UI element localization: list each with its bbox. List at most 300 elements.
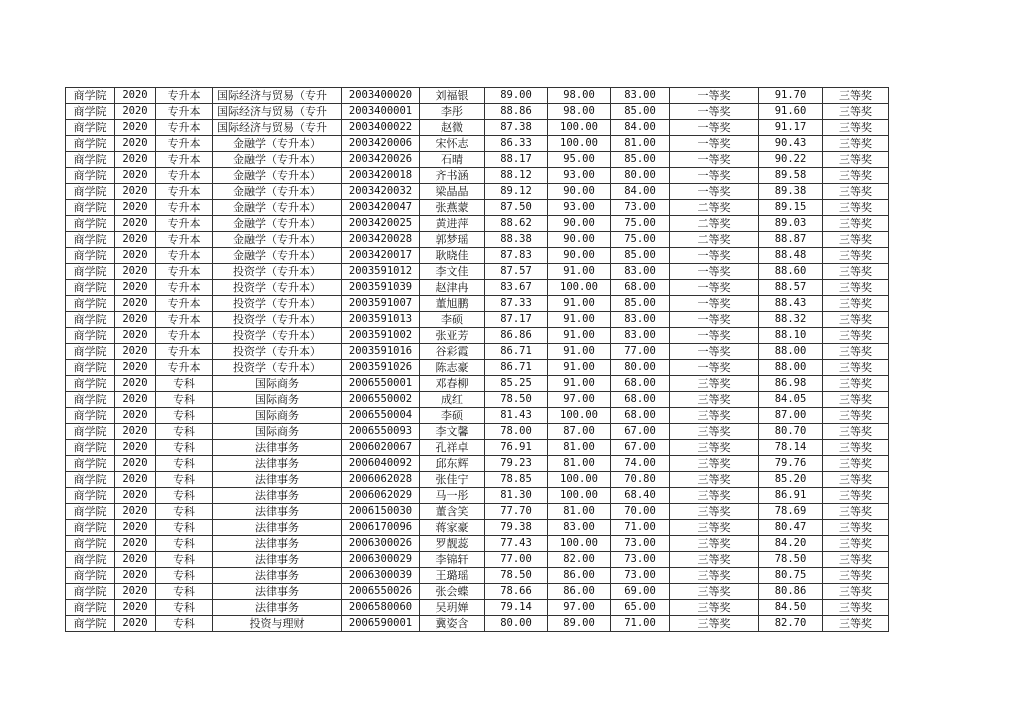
college-cell: 商学院 [66, 312, 115, 328]
college-cell: 商学院 [66, 248, 115, 264]
student-id-cell: 2006020067 [342, 440, 420, 456]
score-cell-2: 89.00 [548, 616, 611, 632]
major-cell: 国际商务 [213, 392, 342, 408]
college-cell: 商学院 [66, 344, 115, 360]
year-cell: 2020 [115, 456, 156, 472]
level-cell: 专升本 [156, 216, 213, 232]
level-cell: 专升本 [156, 328, 213, 344]
major-cell: 国际商务 [213, 408, 342, 424]
award-level-cell: 一等奖 [670, 104, 759, 120]
level-cell: 专升本 [156, 344, 213, 360]
student-id-cell: 2003591016 [342, 344, 420, 360]
level-cell: 专科 [156, 392, 213, 408]
college-cell: 商学院 [66, 360, 115, 376]
score-cell-2: 100.00 [548, 136, 611, 152]
scholarship-cell: 三等奖 [823, 344, 889, 360]
year-cell: 2020 [115, 296, 156, 312]
score-cell-1: 88.86 [485, 104, 548, 120]
total-score-cell: 88.48 [759, 248, 823, 264]
award-level-cell: 三等奖 [670, 536, 759, 552]
score-cell-1: 83.67 [485, 280, 548, 296]
college-cell: 商学院 [66, 616, 115, 632]
score-cell-1: 87.57 [485, 264, 548, 280]
year-cell: 2020 [115, 408, 156, 424]
college-cell: 商学院 [66, 568, 115, 584]
name-cell: 王璐瑶 [420, 568, 485, 584]
score-cell-2: 98.00 [548, 88, 611, 104]
award-level-cell: 三等奖 [670, 472, 759, 488]
total-score-cell: 88.00 [759, 360, 823, 376]
total-score-cell: 78.14 [759, 440, 823, 456]
major-cell: 国际商务 [213, 424, 342, 440]
student-id-cell: 2003420028 [342, 232, 420, 248]
total-score-cell: 88.32 [759, 312, 823, 328]
major-cell: 国际经济与贸易（专升 [213, 88, 342, 104]
score-cell-1: 77.00 [485, 552, 548, 568]
score-cell-3: 83.00 [611, 312, 670, 328]
score-cell-2: 90.00 [548, 248, 611, 264]
score-cell-1: 77.43 [485, 536, 548, 552]
table-row [66, 264, 889, 280]
score-cell-2: 100.00 [548, 408, 611, 424]
award-level-cell: 一等奖 [670, 280, 759, 296]
college-cell: 商学院 [66, 280, 115, 296]
level-cell: 专科 [156, 456, 213, 472]
table-row [66, 568, 889, 584]
year-cell: 2020 [115, 232, 156, 248]
score-cell-1: 88.62 [485, 216, 548, 232]
year-cell: 2020 [115, 520, 156, 536]
score-cell-3: 77.00 [611, 344, 670, 360]
year-cell: 2020 [115, 312, 156, 328]
score-cell-1: 76.91 [485, 440, 548, 456]
level-cell: 专升本 [156, 296, 213, 312]
score-cell-3: 68.40 [611, 488, 670, 504]
score-cell-1: 89.12 [485, 184, 548, 200]
college-cell: 商学院 [66, 504, 115, 520]
year-cell: 2020 [115, 424, 156, 440]
score-cell-3: 68.00 [611, 280, 670, 296]
scholarship-table [65, 87, 889, 632]
score-cell-2: 91.00 [548, 344, 611, 360]
score-cell-3: 83.00 [611, 88, 670, 104]
score-cell-1: 81.43 [485, 408, 548, 424]
total-score-cell: 91.17 [759, 120, 823, 136]
college-cell: 商学院 [66, 184, 115, 200]
score-cell-2: 98.00 [548, 104, 611, 120]
scholarship-cell: 三等奖 [823, 216, 889, 232]
student-id-cell: 2006300029 [342, 552, 420, 568]
name-cell: 邱东辉 [420, 456, 485, 472]
score-cell-3: 68.00 [611, 408, 670, 424]
total-score-cell: 86.91 [759, 488, 823, 504]
name-cell: 孔祥卓 [420, 440, 485, 456]
year-cell: 2020 [115, 536, 156, 552]
score-cell-3: 75.00 [611, 216, 670, 232]
level-cell: 专科 [156, 408, 213, 424]
college-cell: 商学院 [66, 456, 115, 472]
major-cell: 金融学（专升本） [213, 232, 342, 248]
scholarship-cell: 三等奖 [823, 312, 889, 328]
award-level-cell: 一等奖 [670, 120, 759, 136]
score-cell-1: 79.38 [485, 520, 548, 536]
score-cell-3: 85.00 [611, 152, 670, 168]
name-cell: 刘福银 [420, 88, 485, 104]
level-cell: 专升本 [156, 248, 213, 264]
score-cell-3: 70.80 [611, 472, 670, 488]
name-cell: 耿晓佳 [420, 248, 485, 264]
score-cell-3: 65.00 [611, 600, 670, 616]
scholarship-cell: 三等奖 [823, 264, 889, 280]
major-cell: 法律事务 [213, 504, 342, 520]
score-cell-2: 100.00 [548, 536, 611, 552]
name-cell: 张佳宁 [420, 472, 485, 488]
year-cell: 2020 [115, 376, 156, 392]
student-id-cell: 2003400022 [342, 120, 420, 136]
score-cell-1: 87.17 [485, 312, 548, 328]
score-cell-1: 78.50 [485, 568, 548, 584]
scholarship-cell: 三等奖 [823, 360, 889, 376]
award-level-cell: 三等奖 [670, 408, 759, 424]
award-level-cell: 一等奖 [670, 136, 759, 152]
score-cell-2: 86.00 [548, 584, 611, 600]
level-cell: 专科 [156, 616, 213, 632]
table-row [66, 344, 889, 360]
name-cell: 梁晶晶 [420, 184, 485, 200]
score-cell-2: 100.00 [548, 120, 611, 136]
year-cell: 2020 [115, 216, 156, 232]
score-cell-1: 86.86 [485, 328, 548, 344]
name-cell: 黄进萍 [420, 216, 485, 232]
scholarship-cell: 三等奖 [823, 104, 889, 120]
table-row [66, 456, 889, 472]
scholarship-cell: 三等奖 [823, 472, 889, 488]
award-level-cell: 三等奖 [670, 584, 759, 600]
name-cell: 张会蝶 [420, 584, 485, 600]
name-cell: 李文佳 [420, 264, 485, 280]
score-cell-2: 90.00 [548, 216, 611, 232]
name-cell: 陈志豪 [420, 360, 485, 376]
total-score-cell: 88.43 [759, 296, 823, 312]
scholarship-cell: 三等奖 [823, 424, 889, 440]
college-cell: 商学院 [66, 376, 115, 392]
name-cell: 李硕 [420, 312, 485, 328]
level-cell: 专升本 [156, 200, 213, 216]
table-row [66, 424, 889, 440]
table-row [66, 232, 889, 248]
name-cell: 马一彤 [420, 488, 485, 504]
table-row [66, 504, 889, 520]
scholarship-cell: 三等奖 [823, 440, 889, 456]
name-cell: 宋怀志 [420, 136, 485, 152]
table-row [66, 248, 889, 264]
year-cell: 2020 [115, 360, 156, 376]
score-cell-2: 91.00 [548, 328, 611, 344]
score-cell-3: 83.00 [611, 264, 670, 280]
student-id-cell: 2006062028 [342, 472, 420, 488]
college-cell: 商学院 [66, 104, 115, 120]
year-cell: 2020 [115, 328, 156, 344]
total-score-cell: 80.86 [759, 584, 823, 600]
college-cell: 商学院 [66, 440, 115, 456]
year-cell: 2020 [115, 200, 156, 216]
student-id-cell: 2006040092 [342, 456, 420, 472]
score-cell-3: 67.00 [611, 440, 670, 456]
student-id-cell: 2003420026 [342, 152, 420, 168]
year-cell: 2020 [115, 584, 156, 600]
score-cell-1: 79.23 [485, 456, 548, 472]
award-level-cell: 一等奖 [670, 296, 759, 312]
score-cell-1: 78.00 [485, 424, 548, 440]
major-cell: 投资学（专升本） [213, 296, 342, 312]
major-cell: 法律事务 [213, 456, 342, 472]
table-row [66, 584, 889, 600]
score-cell-3: 83.00 [611, 328, 670, 344]
scholarship-cell: 三等奖 [823, 600, 889, 616]
score-cell-2: 91.00 [548, 264, 611, 280]
total-score-cell: 89.38 [759, 184, 823, 200]
year-cell: 2020 [115, 136, 156, 152]
major-cell: 金融学（专升本） [213, 216, 342, 232]
college-cell: 商学院 [66, 392, 115, 408]
score-cell-2: 91.00 [548, 312, 611, 328]
scholarship-cell: 三等奖 [823, 584, 889, 600]
score-cell-2: 83.00 [548, 520, 611, 536]
name-cell: 郭梦瑶 [420, 232, 485, 248]
major-cell: 法律事务 [213, 536, 342, 552]
scholarship-cell: 三等奖 [823, 280, 889, 296]
major-cell: 法律事务 [213, 520, 342, 536]
total-score-cell: 85.20 [759, 472, 823, 488]
score-cell-2: 91.00 [548, 376, 611, 392]
scholarship-cell: 三等奖 [823, 184, 889, 200]
year-cell: 2020 [115, 552, 156, 568]
year-cell: 2020 [115, 152, 156, 168]
name-cell: 赵微 [420, 120, 485, 136]
student-id-cell: 2006062029 [342, 488, 420, 504]
level-cell: 专科 [156, 536, 213, 552]
student-id-cell: 2006170096 [342, 520, 420, 536]
major-cell: 国际商务 [213, 376, 342, 392]
student-id-cell: 2003420018 [342, 168, 420, 184]
scholarship-cell: 三等奖 [823, 296, 889, 312]
score-cell-2: 97.00 [548, 392, 611, 408]
college-cell: 商学院 [66, 232, 115, 248]
award-level-cell: 一等奖 [670, 264, 759, 280]
student-id-cell: 2003591039 [342, 280, 420, 296]
year-cell: 2020 [115, 280, 156, 296]
year-cell: 2020 [115, 472, 156, 488]
college-cell: 商学院 [66, 328, 115, 344]
score-cell-2: 90.00 [548, 184, 611, 200]
score-cell-1: 87.83 [485, 248, 548, 264]
table-row [66, 360, 889, 376]
scholarship-cell: 三等奖 [823, 408, 889, 424]
score-cell-2: 93.00 [548, 200, 611, 216]
total-score-cell: 90.43 [759, 136, 823, 152]
level-cell: 专升本 [156, 312, 213, 328]
level-cell: 专升本 [156, 360, 213, 376]
name-cell: 谷彩霞 [420, 344, 485, 360]
major-cell: 法律事务 [213, 440, 342, 456]
award-level-cell: 三等奖 [670, 376, 759, 392]
score-cell-3: 80.00 [611, 360, 670, 376]
level-cell: 专科 [156, 424, 213, 440]
college-cell: 商学院 [66, 600, 115, 616]
student-id-cell: 2003591026 [342, 360, 420, 376]
score-cell-3: 71.00 [611, 520, 670, 536]
level-cell: 专科 [156, 600, 213, 616]
award-level-cell: 一等奖 [670, 152, 759, 168]
total-score-cell: 88.10 [759, 328, 823, 344]
student-id-cell: 2006550004 [342, 408, 420, 424]
level-cell: 专升本 [156, 232, 213, 248]
total-score-cell: 78.50 [759, 552, 823, 568]
table-row [66, 328, 889, 344]
college-cell: 商学院 [66, 216, 115, 232]
table-row [66, 88, 889, 104]
level-cell: 专升本 [156, 168, 213, 184]
name-cell: 李彤 [420, 104, 485, 120]
year-cell: 2020 [115, 264, 156, 280]
score-cell-1: 88.12 [485, 168, 548, 184]
year-cell: 2020 [115, 104, 156, 120]
score-cell-3: 84.00 [611, 120, 670, 136]
student-id-cell: 2003420047 [342, 200, 420, 216]
level-cell: 专升本 [156, 280, 213, 296]
college-cell: 商学院 [66, 200, 115, 216]
total-score-cell: 89.15 [759, 200, 823, 216]
student-id-cell: 2006550002 [342, 392, 420, 408]
score-cell-3: 73.00 [611, 568, 670, 584]
name-cell: 齐书涵 [420, 168, 485, 184]
level-cell: 专升本 [156, 264, 213, 280]
table-row [66, 104, 889, 120]
award-level-cell: 三等奖 [670, 440, 759, 456]
score-cell-2: 81.00 [548, 504, 611, 520]
scholarship-cell: 三等奖 [823, 232, 889, 248]
table-row [66, 280, 889, 296]
scholarship-cell: 三等奖 [823, 328, 889, 344]
table-row [66, 312, 889, 328]
award-level-cell: 二等奖 [670, 200, 759, 216]
college-cell: 商学院 [66, 168, 115, 184]
score-cell-1: 77.70 [485, 504, 548, 520]
total-score-cell: 86.98 [759, 376, 823, 392]
award-level-cell: 三等奖 [670, 504, 759, 520]
student-id-cell: 2006550001 [342, 376, 420, 392]
award-level-cell: 二等奖 [670, 232, 759, 248]
year-cell: 2020 [115, 616, 156, 632]
level-cell: 专科 [156, 440, 213, 456]
student-id-cell: 2003400001 [342, 104, 420, 120]
scholarship-cell: 三等奖 [823, 456, 889, 472]
name-cell: 邓春柳 [420, 376, 485, 392]
score-cell-1: 86.71 [485, 360, 548, 376]
major-cell: 投资学（专升本） [213, 360, 342, 376]
award-level-cell: 三等奖 [670, 424, 759, 440]
award-level-cell: 三等奖 [670, 456, 759, 472]
level-cell: 专升本 [156, 120, 213, 136]
major-cell: 法律事务 [213, 488, 342, 504]
table-row [66, 472, 889, 488]
total-score-cell: 84.20 [759, 536, 823, 552]
name-cell: 吴玥婵 [420, 600, 485, 616]
total-score-cell: 89.03 [759, 216, 823, 232]
score-cell-2: 91.00 [548, 360, 611, 376]
table-row [66, 376, 889, 392]
score-cell-1: 85.25 [485, 376, 548, 392]
score-cell-2: 91.00 [548, 296, 611, 312]
student-id-cell: 2003420017 [342, 248, 420, 264]
score-cell-1: 78.85 [485, 472, 548, 488]
score-cell-1: 81.30 [485, 488, 548, 504]
scholarship-cell: 三等奖 [823, 120, 889, 136]
score-cell-1: 79.14 [485, 600, 548, 616]
student-id-cell: 2003400020 [342, 88, 420, 104]
major-cell: 法律事务 [213, 568, 342, 584]
major-cell: 金融学（专升本） [213, 248, 342, 264]
scholarship-cell: 三等奖 [823, 168, 889, 184]
year-cell: 2020 [115, 248, 156, 264]
table-row [66, 216, 889, 232]
total-score-cell: 82.70 [759, 616, 823, 632]
student-id-cell: 2006300039 [342, 568, 420, 584]
scholarship-cell: 三等奖 [823, 248, 889, 264]
award-level-cell: 一等奖 [670, 184, 759, 200]
score-cell-2: 86.00 [548, 568, 611, 584]
college-cell: 商学院 [66, 552, 115, 568]
total-score-cell: 91.60 [759, 104, 823, 120]
score-cell-1: 87.50 [485, 200, 548, 216]
score-cell-2: 90.00 [548, 232, 611, 248]
level-cell: 专升本 [156, 184, 213, 200]
level-cell: 专升本 [156, 136, 213, 152]
name-cell: 张亚芳 [420, 328, 485, 344]
award-level-cell: 一等奖 [670, 88, 759, 104]
scholarship-cell: 三等奖 [823, 520, 889, 536]
score-cell-1: 80.00 [485, 616, 548, 632]
score-cell-2: 95.00 [548, 152, 611, 168]
name-cell: 董旭鹏 [420, 296, 485, 312]
name-cell: 罗靓蕊 [420, 536, 485, 552]
score-cell-2: 87.00 [548, 424, 611, 440]
table-row [66, 488, 889, 504]
name-cell: 成红 [420, 392, 485, 408]
name-cell: 冀姿含 [420, 616, 485, 632]
college-cell: 商学院 [66, 536, 115, 552]
table-row [66, 136, 889, 152]
total-score-cell: 89.58 [759, 168, 823, 184]
score-cell-1: 88.38 [485, 232, 548, 248]
level-cell: 专升本 [156, 104, 213, 120]
award-level-cell: 一等奖 [670, 168, 759, 184]
level-cell: 专科 [156, 520, 213, 536]
score-cell-2: 100.00 [548, 488, 611, 504]
level-cell: 专科 [156, 584, 213, 600]
scholarship-cell: 三等奖 [823, 200, 889, 216]
year-cell: 2020 [115, 88, 156, 104]
award-level-cell: 三等奖 [670, 616, 759, 632]
college-cell: 商学院 [66, 584, 115, 600]
year-cell: 2020 [115, 600, 156, 616]
score-cell-1: 88.17 [485, 152, 548, 168]
table-row [66, 120, 889, 136]
total-score-cell: 90.22 [759, 152, 823, 168]
college-cell: 商学院 [66, 424, 115, 440]
student-id-cell: 2006550093 [342, 424, 420, 440]
score-cell-3: 85.00 [611, 248, 670, 264]
